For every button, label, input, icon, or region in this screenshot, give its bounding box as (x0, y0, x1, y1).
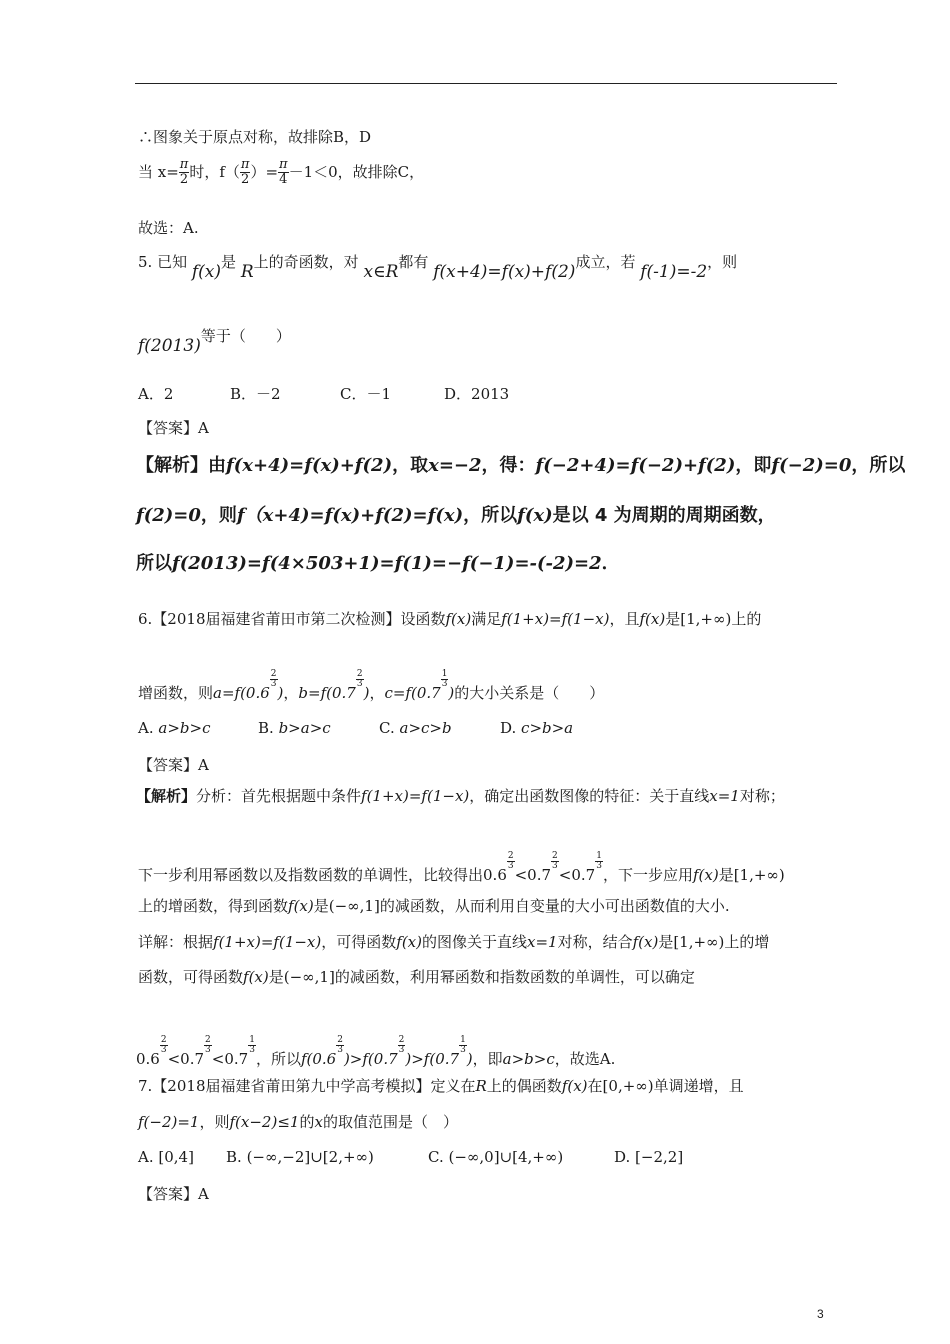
exponent-fraction: $\frac{2}{3}$ (270, 669, 277, 689)
text: 时，f（ (189, 162, 240, 181)
page-number: 3 (817, 1307, 824, 1321)
q5-analysis-3: 所以f(2013)=f(4×503+1)=f(1)=−f(−1)=-(-2)=2． (136, 553, 620, 574)
option-d: D．2013 (444, 385, 510, 403)
fraction: $\frac{\pi}{2}$ (179, 157, 189, 187)
text: 故选：A. (138, 219, 199, 237)
question-5: 5. 已知 f(x)是 R上的奇函数，对 x∈R都有 f(x+4)=f(x)+f(2)成立，若 f(-1)=-2，则 (138, 253, 738, 282)
option-a: A. a>b>c (138, 719, 211, 737)
text: ∴图象关于原点对称，故排除B，D (138, 128, 372, 146)
fraction: $\frac{\pi}{2}$ (240, 157, 250, 187)
option-a: A．2 (138, 385, 174, 403)
question-6-options (138, 719, 573, 738)
text: ）= (250, 162, 279, 181)
question-7-cont: f(−2)=1，则f(x−2)≤1的x的取值范围是（ ） (138, 1113, 458, 1131)
q6-analysis-3: 上的增函数，得到函数f(x)是(−∞,1]的减函数，从而利用自变量的大小可出函数值的大小. (138, 897, 730, 915)
q5-analysis-1: 【解析】由f(x+4)=f(x)+f(2)，取x=−2，得：f(−2+4)=f(−2)+f(2)，即f(−2)=0，所以 (136, 455, 906, 476)
q6-analysis-1: 【解析】分析：首先根据题中条件f(1+x)=f(1−x)，确定出函数图像的特征：关于直线x=1对称； (136, 787, 785, 805)
option-c: C. (−∞,0]∪[4,+∞) (428, 1148, 564, 1166)
option-b: B. b>a>c (258, 719, 331, 737)
question-5-cont: f(2013)等于（ ） (138, 327, 291, 356)
q6-analysis-5: 函数，可得函数f(x)是(−∞,1]的减函数，利用幂函数和指数函数的单调性，可以确定 (138, 968, 695, 986)
option-d: D. [−2,2] (614, 1148, 684, 1166)
answer: 【答案】A (138, 419, 209, 437)
option-b: B．－2 (230, 385, 281, 403)
text-line (138, 128, 371, 147)
question-7-options (138, 1148, 683, 1167)
text-line (138, 158, 424, 186)
text: －1＜0，故排除C， (288, 162, 425, 181)
exponent-fraction: $\frac{1}{3}$ (441, 669, 448, 689)
option-d: D. c>b>a (500, 719, 574, 737)
option-b: B. (−∞,−2]∪[2,+∞) (226, 1148, 374, 1166)
exponent-fraction: $\frac{2}{3}$ (356, 669, 363, 689)
question-6: 6.【2018届福建省莆田市第二次检测】设函数f(x)满足f(1+x)=f(1−x)，且f(x)是[1,+∞)上的 (138, 610, 762, 628)
fraction: $\frac{\pi}{4}$ (279, 157, 288, 187)
option-c: C．－1 (340, 385, 392, 403)
header-rule (135, 83, 837, 84)
q6-analysis-2: 下一步利用幂函数以及指数函数的单调性，比较得出0.6 $\frac{2}{3}$ <0.7 $\frac{2}{3}$ <0.7 $\frac{1}{3}$ ，下一步应用f(x)是[1,+∞) (138, 851, 785, 884)
text: 当 x= (138, 162, 179, 181)
q5-analysis-2: f(2)=0，则f（x+4)=f(x)+f(2)=f(x)，所以f(x)是以 4 为周期的周期函数， (136, 505, 776, 526)
option-c: C. a>c>b (379, 719, 452, 737)
question-6-cont: 增函数，则a=f(0.6 $\frac{2}{3}$ )，b=f(0.7 $\frac{2}{3}$ )，c=f(0.7 $\frac{1}{3}$ )的大小关系是（ ） (138, 669, 605, 702)
text-line (138, 219, 199, 238)
answer: 【答案】A (138, 1185, 209, 1203)
answer: 【答案】A (138, 756, 209, 774)
question-5-options (138, 385, 509, 404)
q6-analysis-4: 详解：根据f(1+x)=f(1−x)，可得函数f(x)的图像关于直线x=1对称，结合f(x)是[1,+∞)上的增 (138, 933, 770, 951)
question-7: 7.【2018届福建省莆田第九中学高考模拟】定义在R上的偶函数f(x)在[0,+∞)单调递增，且 (138, 1077, 744, 1095)
q6-analysis-6: 0.6 $\frac{2}{3}$ <0.7 $\frac{2}{3}$ <0.7 $\frac{1}{3}$ ，所以f(0.6 $\frac{2}{3}$ )>f(0.7 $\frac{2}{3}$ )>f(0.7 $\frac{1}{3}$ )，即a>b>c，故选A. (136, 1035, 616, 1068)
option-a: A. [0,4] (138, 1148, 194, 1166)
